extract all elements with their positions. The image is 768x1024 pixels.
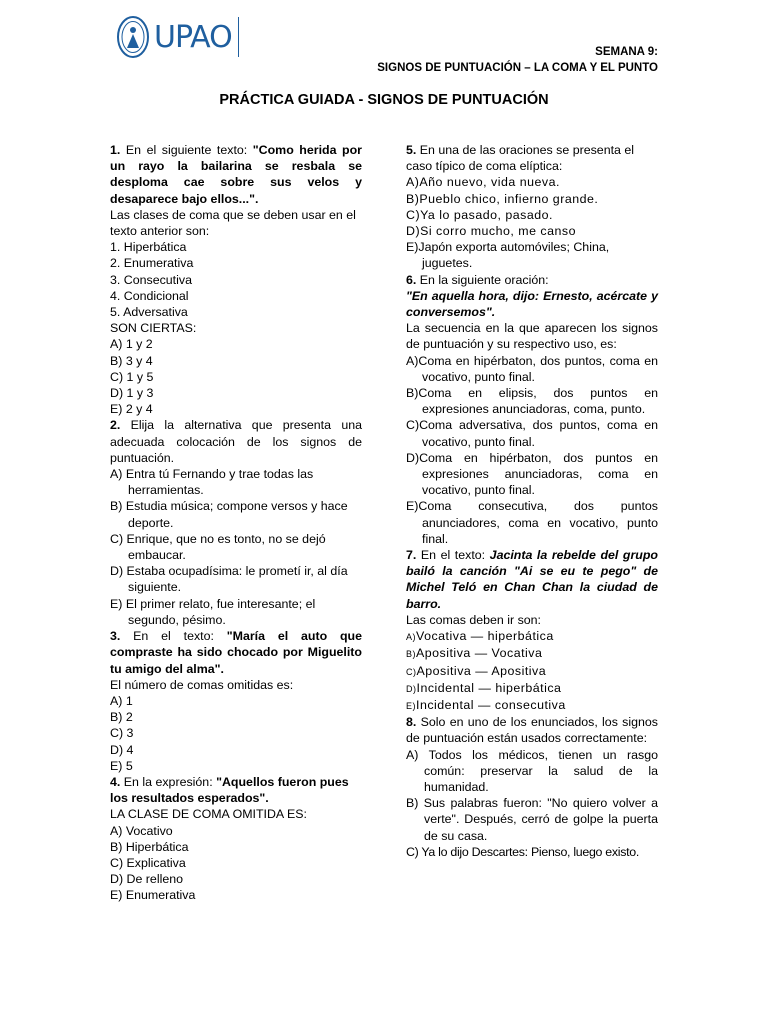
right-column <box>406 142 658 860</box>
answer-option: A)Año nuevo, vida nueva. <box>406 175 560 190</box>
question-2 <box>110 417 362 628</box>
answer-option: Apositiva — Apositiva <box>416 663 547 678</box>
question-quote: "Como herida por un rayo la bailarina se resbala se desploma cae sobre sus velos y desaparece bajo ellos...". <box>110 143 362 206</box>
topic-label: SIGNOS DE PUNTUACIÓN – LA COMA Y EL PUNTO <box>377 62 658 74</box>
question-number: 2. <box>110 418 121 433</box>
page-title: PRÁCTICA GUIADA - SIGNOS DE PUNTUACIÓN <box>219 92 549 108</box>
list-item: 2. Enumerativa <box>110 256 194 271</box>
question-prompt: El número de comas omitidas es: <box>110 677 294 692</box>
left-column <box>110 142 362 904</box>
answer-option: A) Vocativo <box>110 823 173 838</box>
answer-option: B) Sus palabras fueron: "No quiero volver a verte". Después, cerró de golpe la puerta de su casa. <box>406 796 658 843</box>
list-item: 4. Condicional <box>110 288 189 303</box>
answer-option: D) 4 <box>110 742 134 757</box>
list-item: 3. Consecutiva <box>110 272 192 287</box>
answer-option: C) 3 <box>110 726 134 741</box>
answer-option: E) El primer relato, fue interesante; el segundo, pésimo. <box>110 596 316 627</box>
answer-option: A)Coma en hipérbaton, dos puntos, coma en vocativo, punto final. <box>406 353 658 384</box>
question-ask: SON CIERTAS: <box>110 321 197 336</box>
answer-option: C)Coma adversativa, dos puntos, coma en vocativo, punto final. <box>406 418 658 449</box>
question-8 <box>406 714 658 860</box>
document-header <box>377 44 658 76</box>
question-number: 4. <box>110 774 121 789</box>
question-3 <box>110 628 362 774</box>
answer-option: E)Japón exporta automóviles; China, juguetes. <box>406 240 610 271</box>
answer-option: D) 1 y 3 <box>110 386 154 401</box>
answer-option: B) 3 y 4 <box>110 353 153 368</box>
question-prompt: La secuencia en la que aparecen los signos de puntuación y su respectivo uso, es: <box>406 321 658 352</box>
question-7 <box>406 547 658 714</box>
answer-option: B)Pueblo chico, infierno grande. <box>406 191 599 206</box>
logo-text: UPAO <box>154 19 232 55</box>
question-6 <box>406 272 658 547</box>
question-intro: En la siguiente oración: <box>416 272 549 287</box>
answer-option: B)Coma en elipsis, dos puntos en expresiones anunciadoras, coma, punto. <box>406 386 658 417</box>
question-4 <box>110 774 362 904</box>
upao-logo <box>116 14 239 60</box>
list-item: 1. Hiperbática <box>110 240 187 255</box>
week-label: SEMANA 9: <box>595 46 658 58</box>
answer-option: D) De relleno <box>110 872 183 887</box>
answer-option: A) 1 y 2 <box>110 337 153 352</box>
question-prompt: Las comas deben ir son: <box>406 612 541 627</box>
answer-option: E)Coma consecutiva, dos puntos anunciadores, coma en vocativo, punto final. <box>406 499 658 546</box>
answer-option: D)Si corro mucho, me canso <box>406 224 577 239</box>
question-intro: En el texto: <box>416 548 490 563</box>
question-text: Solo en uno de los enunciados, los signos de puntuación están usados correctamente: <box>406 715 658 746</box>
answer-option: A) 1 <box>110 693 133 708</box>
answer-option: D) Estaba ocupadísima: le prometí ir, al día siguiente. <box>110 564 348 595</box>
question-intro: En el texto: <box>120 629 227 644</box>
answer-option: C) Explicativa <box>110 855 186 870</box>
university-seal-icon <box>116 14 150 60</box>
option-letter: C) <box>406 666 417 677</box>
question-ask: LA CLASE DE COMA OMITIDA ES: <box>110 807 307 822</box>
answer-option: D)Coma en hipérbaton, dos puntos en expresiones anunciadoras, coma en vocativo, punto final. <box>406 450 658 498</box>
question-text: Elija la alternativa que presenta una adecuada colocación de los signos de puntuación. <box>110 418 362 465</box>
question-quote: "María el auto que compraste ha sido chocado por Miguelito tu amigo del alma". <box>110 629 363 676</box>
answer-option: E) Enumerativa <box>110 888 196 903</box>
question-number: 1. <box>110 143 121 157</box>
logo-divider <box>238 17 239 57</box>
question-1 <box>110 142 362 417</box>
answer-option: Vocativa — hiperbática <box>416 629 554 644</box>
answer-option: B) 2 <box>110 710 133 725</box>
answer-option: C) Enrique, que no es tonto, no se dejó embaucar. <box>110 531 326 563</box>
answer-option: C)Ya lo pasado, pasado. <box>406 207 553 222</box>
question-text: En una de las oraciones se presenta el caso típico de coma elíptica: <box>406 143 635 174</box>
answer-option: C) 1 y 5 <box>110 369 154 384</box>
answer-option: B) Hiperbática <box>110 839 189 854</box>
answer-option: E) 2 y 4 <box>110 402 153 417</box>
answer-option: Apositiva — Vocativa <box>416 646 543 661</box>
option-letter: D) <box>406 683 417 694</box>
answer-option: Incidental — consecutiva <box>416 697 566 712</box>
question-quote: Jacinta la rebelde del grupo bailó la canción "Ai se eu te pego" de Michel Teló en Chan Chan la ciudad de barro. <box>406 548 658 611</box>
answer-option: E) 5 <box>110 758 133 773</box>
question-number: 8. <box>406 715 417 730</box>
question-number: 5. <box>406 143 417 157</box>
question-quote: "Aquellos fueron pues los resultados esperados". <box>110 774 349 806</box>
question-5 <box>406 142 658 272</box>
option-letter: B) <box>406 649 416 660</box>
answer-option: A) Todos los médicos, tienen un rasgo común: preservar la salud de la humanidad. <box>406 747 658 794</box>
question-quote: "En aquella hora, dijo: Ernesto, acércate y conversemos". <box>406 288 658 320</box>
question-intro: En la expresión: <box>120 774 217 789</box>
answer-option: Incidental — hiperbática <box>416 680 562 695</box>
option-letter: A) <box>406 632 416 643</box>
list-item: 5. Adversativa <box>110 305 188 320</box>
question-number: 7. <box>406 548 417 563</box>
question-prompt: Las clases de coma que se deben usar en el texto anterior son: <box>110 207 356 239</box>
answer-option: C) Ya lo dijo Descartes: Pienso, luego existo. <box>406 844 639 859</box>
answer-option: A) Entra tú Fernando y trae todas las herramientas. <box>110 467 314 498</box>
question-number: 3. <box>110 629 121 644</box>
option-letter: E) <box>406 700 416 711</box>
answer-option: B) Estudia música; compone versos y hace deporte. <box>110 499 348 530</box>
question-number: 6. <box>406 272 417 287</box>
question-intro: En el siguiente texto: <box>120 143 253 157</box>
